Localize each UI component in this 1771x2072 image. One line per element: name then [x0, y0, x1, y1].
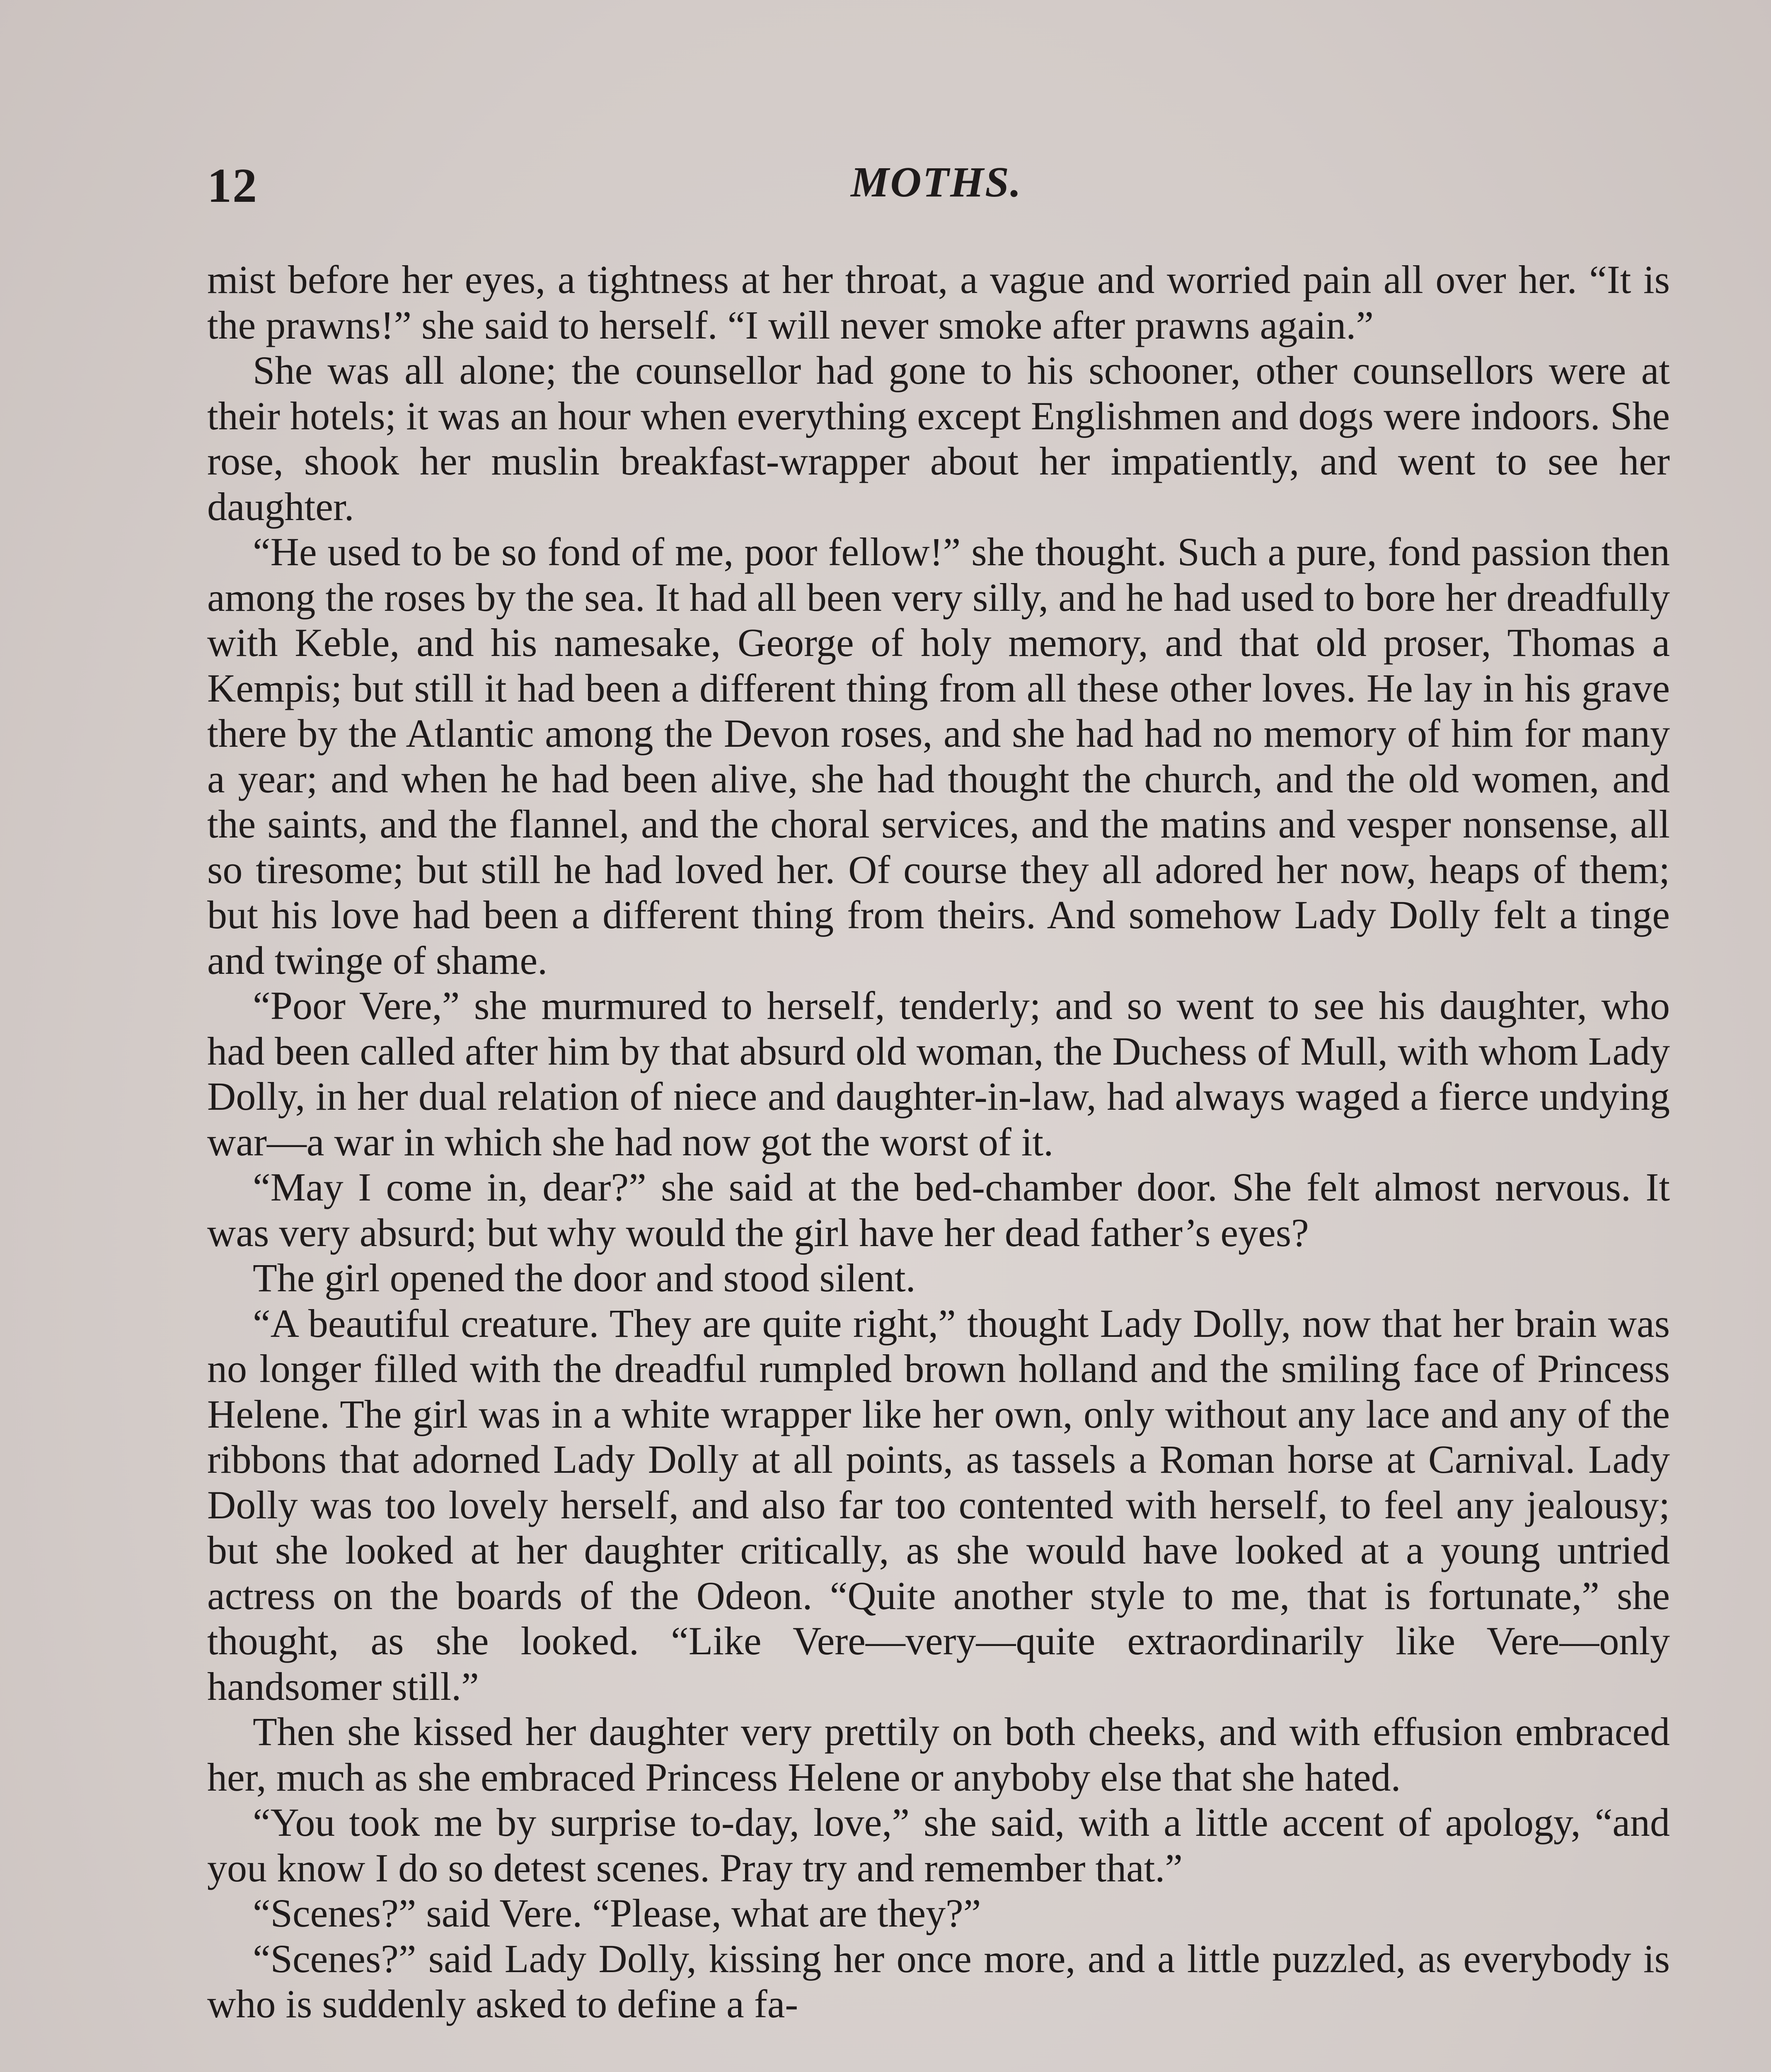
paragraph: “May I come in, dear?” she said at the bed-chamber door. She felt almost nervous. It was very absurd; but why would the girl have her dead father’s eyes?	[207, 1165, 1670, 1255]
paragraph: “A beautiful creature. They are quite right,” thought Lady Dolly, now that her brain was no longer filled with the dreadful rumpled brown holland and the smiling face of Princess Helene. The girl was in a white wrapper like her own, only without any lace and any of the ribbons that adorned Lady Dolly at all points, as tassels a Roman horse at Carnival. Lady Dolly was too lovely herself, and also far too contented with herself, to feel any jealousy; but she looked at her daughter critically, as she would have looked at a young untried actress on the boards of the Odeon. “Quite another style to me, that is fortunate,” she thought, as she looked. “Like Vere—very—quite extraordinarily like Vere—only handsomer still.”	[207, 1301, 1670, 1709]
paragraph: “Scenes?” said Vere. “Please, what are they?”	[253, 1891, 981, 1935]
paragraph: Then she kissed her daughter very prettily on both cheeks, and with effusion embraced her, much as she embraced Princess Helene or anyboby else that she hated.	[207, 1709, 1670, 1799]
paragraph: “You took me by surprise to-day, love,” she said, with a little accent of apology, “and you know I do so detest scenes. Pray try and remember that.”	[207, 1800, 1670, 1890]
body-text	[207, 257, 1670, 2027]
paragraph: The girl opened the door and stood silent.	[253, 1256, 916, 1300]
paragraph: “He used to be so fond of me, poor fellow!” she thought. Such a pure, fond passion then among the roses by the sea. It had all been very silly, and he had used to bore her dreadfully with Keble, and his namesake, George of holy memory, and that old proser, Thomas a Kempis; but still it had been a different thing from all these other loves. He lay in his grave there by the Atlantic among the Devon roses, and she had had no memory of him for many a year; and when he had been alive, she had thought the church, and the old women, and the saints, and the flannel, and the choral services, and the matins and vesper nonsense, all so tiresome; but still he had loved her. Of course they all adored her now, heaps of them; but his love had been a different thing from theirs. And somehow Lady Dolly felt a tinge and twinge of shame.	[207, 530, 1670, 983]
running-title: MOTHS.	[851, 158, 1022, 206]
paragraph: “Poor Vere,” she murmured to herself, tenderly; and so went to see his daughter, who had been called after him by that absurd old woman, the Duchess of Mull, with whom Lady Dolly, in her dual relation of niece and daughter-in-law, had always waged a fierce undying war—a war in which she had now got the worst of it.	[207, 983, 1670, 1164]
page-header	[199, 157, 1674, 224]
paragraph: “Scenes?” said Lady Dolly, kissing her once more, and a little puzzled, as everybody is who is suddenly asked to define a fa-	[207, 1936, 1670, 2026]
paragraph: mist before her eyes, a tightness at her throat, a vague and worried pain all over her. “It is the prawns!” she said to herself. “I will never smoke after prawns again.”	[207, 257, 1670, 347]
paragraph: She was all alone; the counsellor had gone to his schooner, other counsellors were at their hotels; it was an hour when everything except Englishmen and dogs were indoors. She rose, shook her muslin breakfast-wrapper about her impatiently, and went to see her daughter.	[207, 348, 1670, 529]
page-number: 12	[207, 158, 258, 213]
